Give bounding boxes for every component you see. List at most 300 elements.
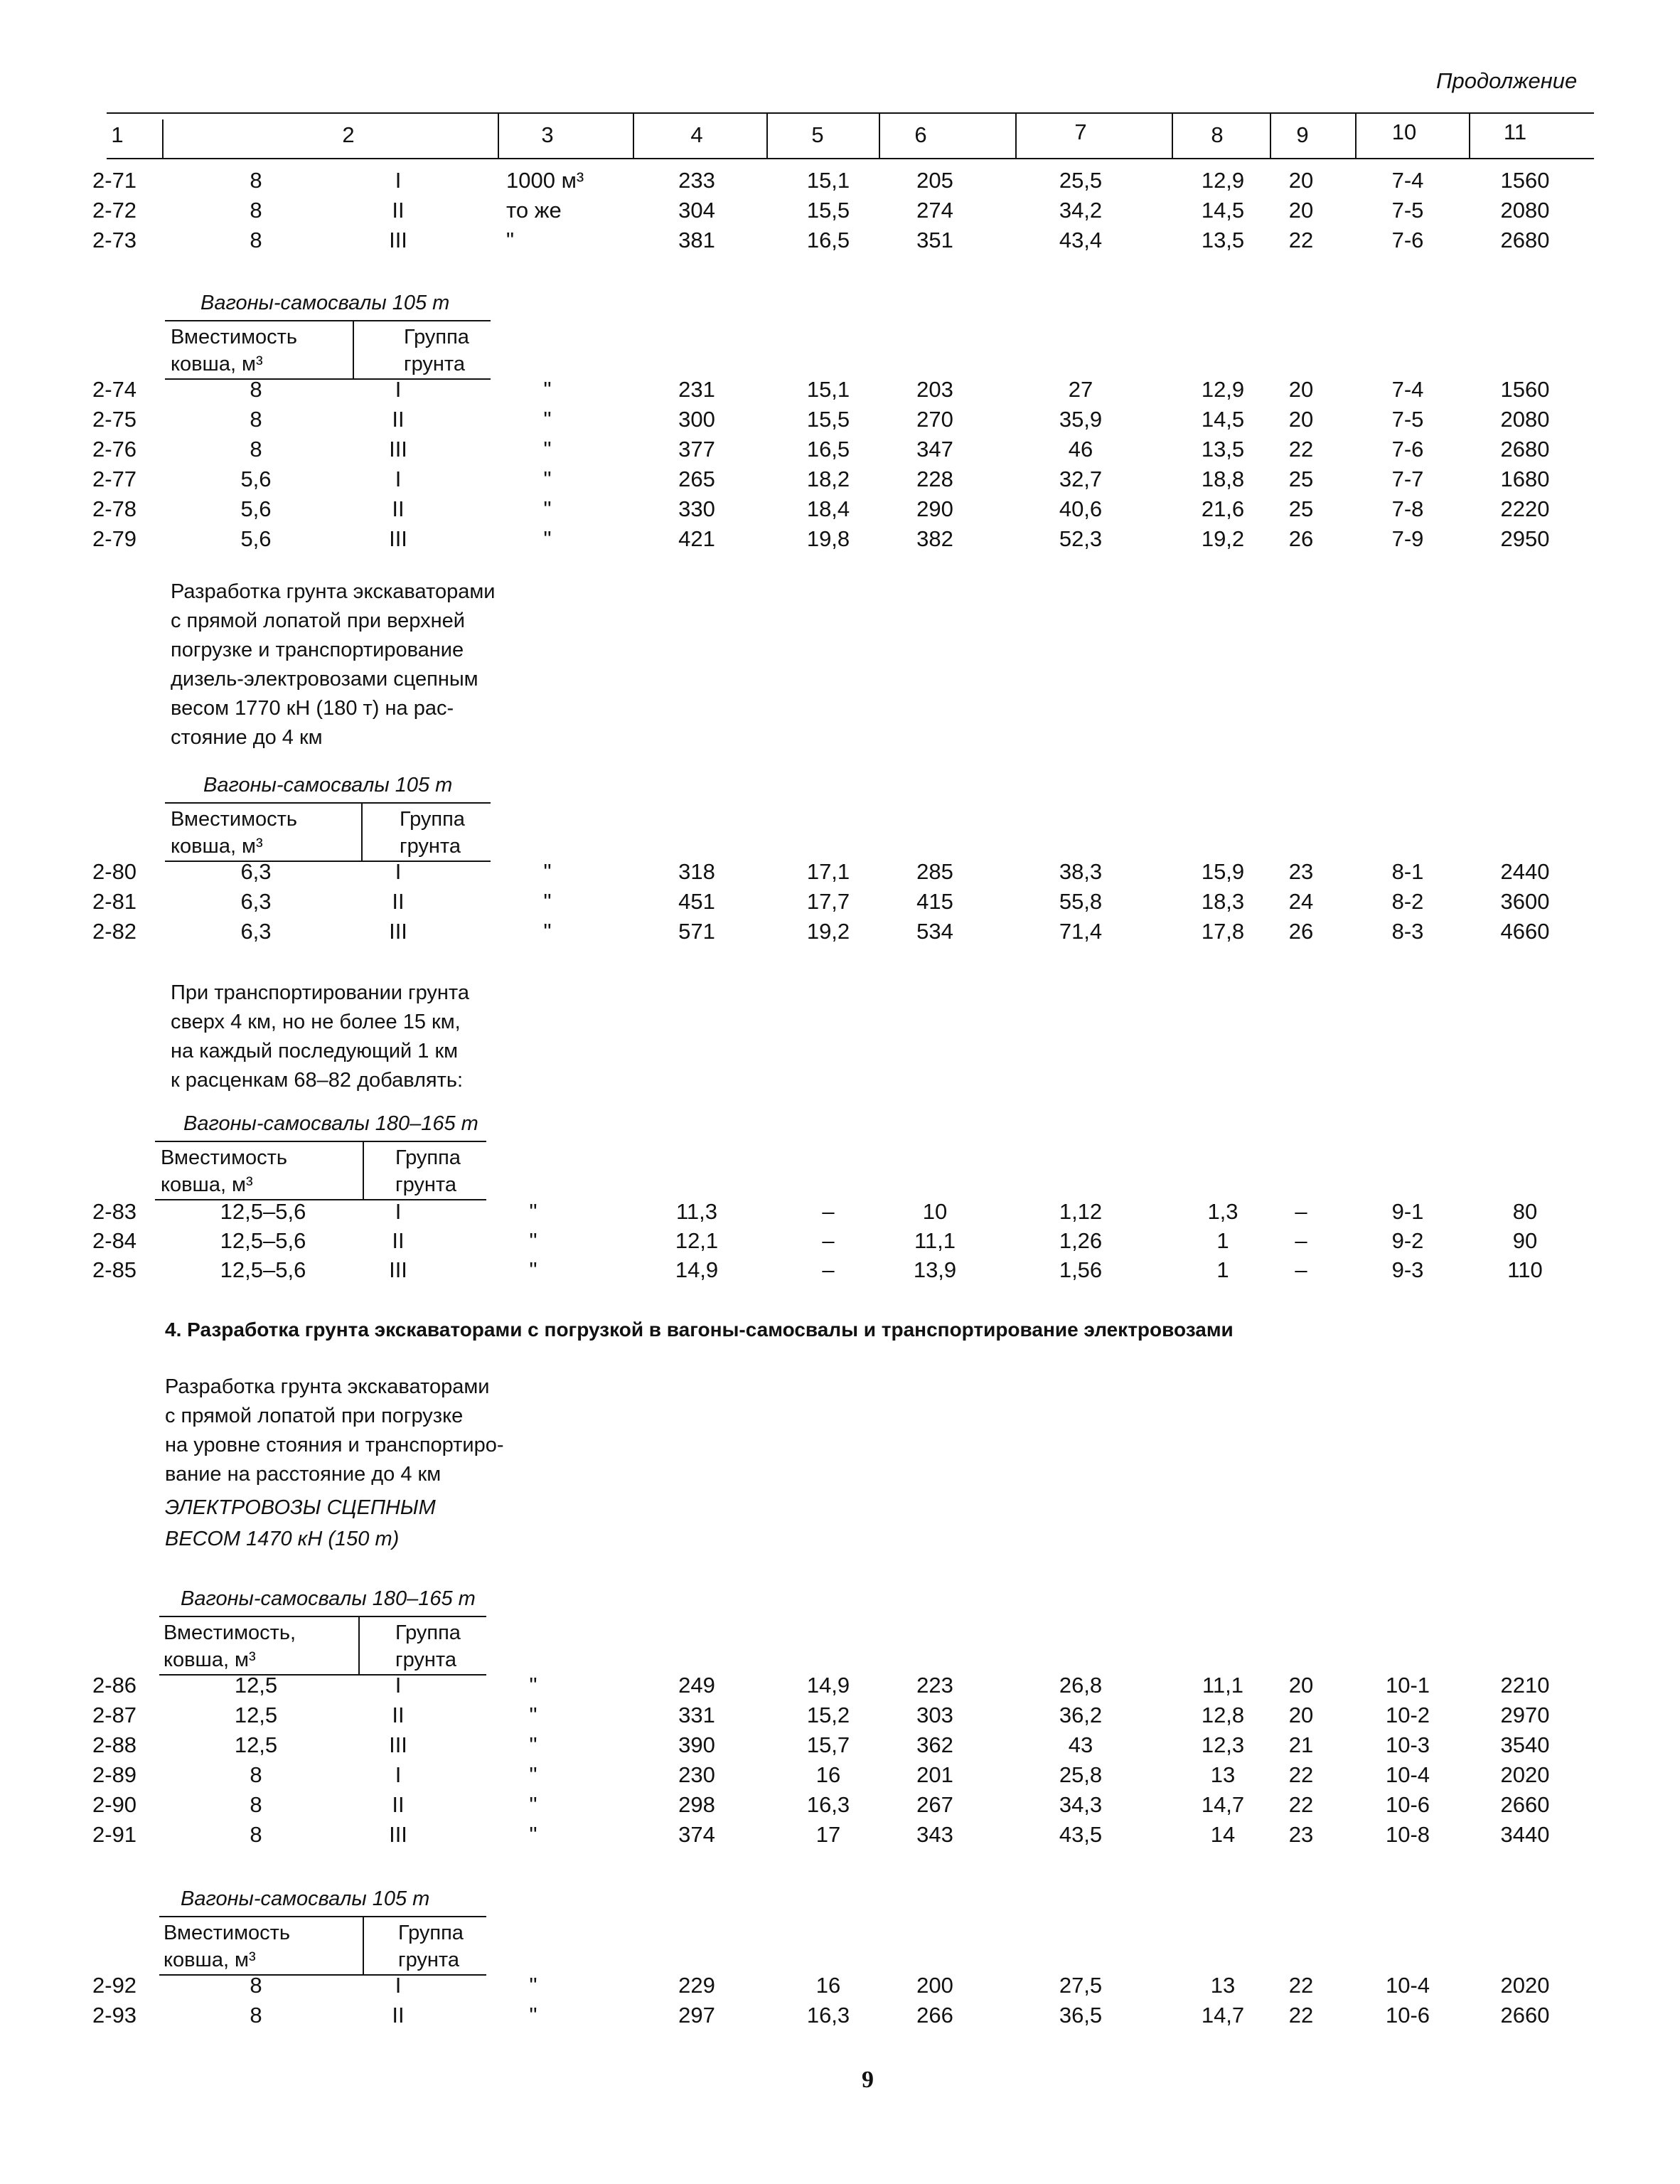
table-cell: 7-6: [1391, 228, 1424, 252]
col-header-3: 3: [541, 122, 554, 147]
table-cell: 15,2: [806, 1703, 850, 1727]
block-e-col-a-line1: Вместимость: [164, 1922, 291, 1944]
table-cell: 14,7: [1201, 2003, 1245, 2028]
table-cell: 14,9: [806, 1673, 850, 1698]
table-cell: 46: [1068, 437, 1093, 462]
row-code: 2-82: [92, 919, 137, 944]
table-cell: 374: [678, 1822, 715, 1847]
table-cell: 55,8: [1059, 889, 1103, 914]
table-cell: 1: [1216, 1228, 1229, 1253]
table-cell: 10-6: [1385, 1792, 1430, 1817]
block-b-col-b-line1: Группа: [400, 808, 465, 831]
block-a-subtitle: Вагоны-самосвалы 105 т: [200, 292, 450, 314]
table-cell: 7-4: [1391, 168, 1424, 193]
table-cell: 6,3: [240, 889, 272, 914]
table-cell: 8: [250, 1973, 262, 1998]
table-cell: 2660: [1500, 2003, 1550, 2028]
table-cell: 90: [1512, 1228, 1538, 1253]
table-cell: 300: [678, 407, 715, 432]
table-cell: 40,6: [1059, 496, 1103, 521]
paragraph-line: Разработка грунта экскаваторами: [165, 1375, 490, 1398]
table-cell: 23: [1288, 859, 1314, 884]
table-cell: 298: [678, 1792, 715, 1817]
row-code: 2-78: [92, 496, 137, 521]
block-b-col-b-line2: грунта: [400, 835, 461, 858]
section-title: 4. Разработка грунта экскаваторами с погрузкой в вагоны-самосвалы и транспортирование электровозами: [165, 1319, 1234, 1341]
table-cell: 7-7: [1391, 467, 1424, 491]
table-cell: III: [389, 1822, 407, 1847]
table-cell: II: [392, 407, 405, 432]
table-cell: 27,5: [1059, 1973, 1103, 1998]
table-cell: 22: [1288, 1762, 1314, 1787]
table-cell: 200: [916, 1973, 953, 1998]
table-cell: 233: [678, 168, 715, 193]
table-cell: 10-4: [1385, 1762, 1430, 1787]
table-cell: II: [392, 889, 405, 914]
table-cell: 8: [250, 228, 262, 252]
col-header-9: 9: [1296, 122, 1309, 147]
paragraph-line: вание на расстояние до 4 км: [165, 1463, 442, 1486]
paragraph-line: на уровне стояния и транспортиро-: [165, 1434, 504, 1456]
table-cell: –: [822, 1257, 835, 1282]
table-cell: 36,2: [1059, 1703, 1103, 1727]
table-cell: ": [543, 889, 552, 914]
table-cell: III: [389, 1257, 407, 1282]
paragraph-line: дизель-электровозами сцепным: [171, 668, 478, 691]
row-code: 2-71: [92, 168, 137, 193]
block-e-subtitle: Вагоны-самосвалы 105 т: [181, 1887, 430, 1910]
table-cell: 229: [678, 1973, 715, 1998]
table-cell: 71,4: [1059, 919, 1103, 944]
table-cell: 12,5: [234, 1732, 278, 1757]
table-cell: 34,2: [1059, 198, 1103, 223]
paragraph-line: стояние до 4 км: [171, 726, 323, 749]
block-c-subtitle: Вагоны-самосвалы 180–165 т: [183, 1112, 478, 1135]
table-cell: 13,5: [1201, 228, 1245, 252]
table-cell: 12,5: [234, 1703, 278, 1727]
block-d-col-b-line2: грунта: [395, 1648, 456, 1671]
paragraph-line: с прямой лопатой при верхней: [171, 609, 465, 632]
table-cell: 14,5: [1201, 407, 1245, 432]
table-cell: 16: [815, 1762, 841, 1787]
table-cell: 421: [678, 526, 715, 551]
block-b-col-a-line1: Вместимость: [171, 808, 298, 831]
table-cell: 25: [1288, 496, 1314, 521]
header-top-rule: [107, 112, 1594, 114]
table-cell: 25,5: [1059, 168, 1103, 193]
row-code: 2-93: [92, 2003, 137, 2028]
table-cell: 2440: [1500, 859, 1550, 884]
page-number: 9: [862, 2067, 874, 2093]
table-cell: 17,1: [806, 859, 850, 884]
table-cell: то же: [506, 198, 562, 223]
table-cell: 1000 м³: [506, 168, 584, 193]
table-cell: ": [529, 1822, 537, 1847]
table-cell: 11,1: [914, 1228, 956, 1253]
block-c-col-b-line1: Группа: [395, 1146, 461, 1169]
table-cell: 8: [250, 1762, 262, 1787]
table-cell: 205: [916, 168, 953, 193]
table-cell: ": [529, 1973, 537, 1998]
table-cell: 9-1: [1391, 1199, 1424, 1224]
table-cell: 12,8: [1201, 1703, 1245, 1727]
table-cell: 7-5: [1391, 198, 1424, 223]
table-cell: 22: [1288, 1973, 1314, 1998]
table-cell: 230: [678, 1762, 715, 1787]
row-code: 2-89: [92, 1762, 137, 1787]
table-cell: 2020: [1500, 1762, 1550, 1787]
table-cell: 12,5: [234, 1673, 278, 1698]
table-cell: 7-4: [1391, 377, 1424, 402]
table-cell: –: [822, 1228, 835, 1253]
block-a-col-a-line1: Вместимость: [171, 326, 298, 348]
col-header-7: 7: [1074, 119, 1087, 144]
table-cell: 22: [1288, 228, 1314, 252]
table-cell: 10-3: [1385, 1732, 1430, 1757]
table-cell: 347: [916, 437, 953, 462]
table-cell: 17,7: [806, 889, 850, 914]
table-cell: 2020: [1500, 1973, 1550, 1998]
table-cell: 26: [1288, 526, 1314, 551]
table-cell: 20: [1288, 1703, 1314, 1727]
table-cell: 19,2: [1201, 526, 1245, 551]
table-cell: ": [543, 526, 552, 551]
table-cell: 16: [815, 1973, 841, 1998]
table-cell: 203: [916, 377, 953, 402]
table-cell: I: [395, 467, 402, 491]
block-d-col-a-line2: ковша, м³: [164, 1648, 256, 1671]
row-code: 2-84: [92, 1228, 137, 1253]
row-code: 2-91: [92, 1822, 137, 1847]
block-b-col-a-line2: ковша, м³: [171, 835, 263, 858]
table-cell: 12,5–5,6: [220, 1257, 306, 1282]
table-cell: 21,6: [1201, 496, 1245, 521]
table-cell: ": [529, 1703, 537, 1727]
table-cell: 14,9: [675, 1257, 719, 1282]
table-cell: 18,4: [806, 496, 850, 521]
table-cell: 10-4: [1385, 1973, 1430, 1998]
table-cell: ": [529, 1732, 537, 1757]
table-cell: 110: [1507, 1257, 1543, 1282]
table-cell: 12,3: [1201, 1732, 1245, 1757]
row-code: 2-74: [92, 377, 137, 402]
table-cell: 304: [678, 198, 715, 223]
table-cell: 2220: [1500, 496, 1550, 521]
table-cell: 11,1: [1202, 1673, 1244, 1698]
table-cell: 22: [1288, 1792, 1314, 1817]
col-header-8: 8: [1211, 122, 1224, 147]
table-cell: 36,5: [1059, 2003, 1103, 2028]
table-cell: 3600: [1500, 889, 1550, 914]
table-cell: 2970: [1500, 1703, 1550, 1727]
col-header-4: 4: [690, 122, 703, 147]
table-cell: III: [389, 228, 407, 252]
block-c-col-b-line2: грунта: [395, 1173, 456, 1196]
table-cell: ": [543, 407, 552, 432]
row-code: 2-85: [92, 1257, 137, 1282]
table-cell: 17: [815, 1822, 841, 1847]
table-cell: 8: [250, 377, 262, 402]
table-cell: 1,12: [1059, 1199, 1103, 1224]
table-cell: 20: [1288, 198, 1314, 223]
paragraph-line: Разработка грунта экскаваторами: [171, 580, 496, 603]
paragraph-line: на каждый последующий 1 км: [171, 1040, 459, 1062]
table-cell: 343: [916, 1822, 953, 1847]
table-cell: 3540: [1500, 1732, 1550, 1757]
table-cell: III: [389, 526, 407, 551]
table-cell: 8: [250, 198, 262, 223]
table-cell: ": [543, 467, 552, 491]
table-cell: 8: [250, 168, 262, 193]
table-cell: 297: [678, 2003, 715, 2028]
table-cell: 3440: [1500, 1822, 1550, 1847]
table-cell: 12,9: [1201, 168, 1245, 193]
row-code: 2-87: [92, 1703, 137, 1727]
table-cell: II: [392, 1703, 405, 1727]
table-cell: ": [529, 1228, 537, 1253]
table-cell: 43: [1068, 1732, 1093, 1757]
table-cell: 9-2: [1391, 1228, 1424, 1253]
table-cell: 20: [1288, 407, 1314, 432]
table-cell: 7-6: [1391, 437, 1424, 462]
table-cell: 274: [916, 198, 953, 223]
table-cell: I: [395, 1199, 402, 1224]
table-cell: 10-6: [1385, 2003, 1430, 2028]
table-cell: I: [395, 168, 402, 193]
table-cell: 21: [1288, 1732, 1314, 1757]
table-cell: ": [529, 1762, 537, 1787]
table-cell: I: [395, 377, 402, 402]
table-cell: II: [392, 198, 405, 223]
table-cell: 2950: [1500, 526, 1550, 551]
block-e-col-b-line2: грунта: [398, 1949, 459, 1971]
block-e-col-a-line2: ковша, м³: [164, 1949, 256, 1971]
paragraph-line: с прямой лопатой при погрузке: [165, 1405, 464, 1427]
table-cell: 20: [1288, 377, 1314, 402]
table-cell: 16,3: [806, 1792, 850, 1817]
block-d-col-b-line1: Группа: [395, 1621, 461, 1644]
row-code: 2-72: [92, 198, 137, 223]
table-cell: 267: [916, 1792, 953, 1817]
table-cell: –: [822, 1199, 835, 1224]
table-cell: 2680: [1500, 437, 1550, 462]
col-header-6: 6: [914, 122, 927, 147]
table-cell: II: [392, 2003, 405, 2028]
table-cell: 1,3: [1207, 1199, 1238, 1224]
block-a-col-b-line2: грунта: [404, 353, 465, 375]
block-a-col-a-line2: ковша, м³: [171, 353, 263, 375]
table-cell: 1,26: [1059, 1228, 1103, 1253]
paragraph-line: к расценкам 68–82 добавлять:: [171, 1069, 464, 1092]
table-cell: ": [529, 1257, 537, 1282]
table-cell: ": [529, 1199, 537, 1224]
table-cell: III: [389, 437, 407, 462]
table-cell: 16,3: [806, 2003, 850, 2028]
table-cell: 13: [1210, 1762, 1236, 1787]
table-cell: 8-1: [1391, 859, 1424, 884]
continuation-label: Продолжение: [1436, 68, 1578, 93]
row-code: 2-76: [92, 437, 137, 462]
table-cell: 249: [678, 1673, 715, 1698]
table-cell: ": [506, 228, 515, 252]
table-cell: 15,5: [806, 407, 850, 432]
table-cell: 1: [1216, 1257, 1229, 1282]
table-cell: 14,5: [1201, 198, 1245, 223]
table-cell: 18,2: [806, 467, 850, 491]
table-cell: ": [543, 496, 552, 521]
table-cell: 8-3: [1391, 919, 1424, 944]
block-a-col-b-line1: Группа: [404, 326, 469, 348]
table-cell: 331: [678, 1703, 715, 1727]
table-cell: 19,8: [806, 526, 850, 551]
table-cell: 2680: [1500, 228, 1550, 252]
table-cell: 362: [916, 1732, 953, 1757]
table-cell: 15,5: [806, 198, 850, 223]
table-cell: 2080: [1500, 198, 1550, 223]
table-cell: 32,7: [1059, 467, 1103, 491]
table-cell: 5,6: [240, 496, 272, 521]
row-code: 2-75: [92, 407, 137, 432]
table-cell: ": [529, 2003, 537, 2028]
table-cell: 9-3: [1391, 1257, 1424, 1282]
table-cell: 1560: [1500, 377, 1550, 402]
row-code: 2-81: [92, 889, 137, 914]
table-cell: 330: [678, 496, 715, 521]
table-cell: 15,9: [1201, 859, 1245, 884]
table-cell: 2660: [1500, 1792, 1550, 1817]
table-cell: 18,8: [1201, 467, 1245, 491]
table-cell: 2080: [1500, 407, 1550, 432]
table-cell: 13,5: [1201, 437, 1245, 462]
table-cell: 25: [1288, 467, 1314, 491]
table-cell: 14,7: [1201, 1792, 1245, 1817]
table-cell: 22: [1288, 437, 1314, 462]
table-cell: 231: [678, 377, 715, 402]
table-cell: 38,3: [1059, 859, 1103, 884]
table-cell: 13,9: [913, 1257, 957, 1282]
row-code: 2-83: [92, 1199, 137, 1224]
table-cell: 10-1: [1385, 1673, 1430, 1698]
table-cell: 35,9: [1059, 407, 1103, 432]
table-cell: 8: [250, 437, 262, 462]
row-code: 2-79: [92, 526, 137, 551]
table-cell: 7-9: [1391, 526, 1424, 551]
table-cell: 228: [916, 467, 953, 491]
header-bottom-rule: [107, 158, 1594, 159]
table-cell: 24: [1288, 889, 1314, 914]
table-cell: 223: [916, 1673, 953, 1698]
table-cell: 8: [250, 407, 262, 432]
table-cell: 17,8: [1201, 919, 1245, 944]
table-cell: 27: [1068, 377, 1093, 402]
paragraph-line: ЭЛЕКТРОВОЗЫ СЦЕПНЫМ: [165, 1496, 436, 1519]
table-cell: 303: [916, 1703, 953, 1727]
table-cell: 351: [916, 228, 953, 252]
table-cell: 1560: [1500, 168, 1550, 193]
table-cell: ": [543, 377, 552, 402]
table-cell: 290: [916, 496, 953, 521]
table-cell: 7-8: [1391, 496, 1424, 521]
table-cell: 13: [1210, 1973, 1236, 1998]
table-cell: 6,3: [240, 919, 272, 944]
table-cell: 11,3: [675, 1199, 718, 1224]
row-code: 2-90: [92, 1792, 137, 1817]
paragraph-line: При транспортировании грунта: [171, 981, 470, 1004]
table-cell: 1680: [1500, 467, 1550, 491]
table-cell: 8: [250, 2003, 262, 2028]
table-cell: –: [1295, 1228, 1307, 1253]
table-cell: 10: [922, 1199, 948, 1224]
block-d-col-a-line1: Вместимость,: [164, 1621, 296, 1644]
table-cell: 270: [916, 407, 953, 432]
table-cell: III: [389, 1732, 407, 1757]
table-cell: 265: [678, 467, 715, 491]
table-cell: 8-2: [1391, 889, 1424, 914]
table-cell: ": [543, 919, 552, 944]
table-cell: 1,56: [1059, 1257, 1103, 1282]
table-cell: 34,3: [1059, 1792, 1103, 1817]
table-cell: III: [389, 919, 407, 944]
table-cell: 415: [916, 889, 953, 914]
table-cell: 5,6: [240, 526, 272, 551]
block-b-subtitle: Вагоны-самосвалы 105 т: [203, 774, 453, 797]
col-header-1: 1: [111, 122, 124, 147]
table-cell: 22: [1288, 2003, 1314, 2028]
table-cell: 15,1: [806, 168, 850, 193]
row-code: 2-77: [92, 467, 137, 491]
table-cell: ": [529, 1792, 537, 1817]
table-cell: 52,3: [1059, 526, 1103, 551]
table-cell: 26: [1288, 919, 1314, 944]
table-cell: I: [395, 1973, 402, 1998]
table-cell: 15,1: [806, 377, 850, 402]
table-cell: –: [1295, 1257, 1307, 1282]
table-cell: 2210: [1500, 1673, 1550, 1698]
table-cell: 571: [678, 919, 715, 944]
table-cell: 8: [250, 1822, 262, 1847]
table-cell: 382: [916, 526, 953, 551]
table-cell: –: [1295, 1199, 1307, 1224]
table-cell: 8: [250, 1792, 262, 1817]
table-cell: 23: [1288, 1822, 1314, 1847]
col-header-10: 10: [1391, 119, 1417, 144]
table-cell: 7-5: [1391, 407, 1424, 432]
table-cell: 534: [916, 919, 953, 944]
table-cell: 285: [916, 859, 953, 884]
table-cell: 451: [678, 889, 715, 914]
table-cell: II: [392, 496, 405, 521]
table-cell: ": [529, 1673, 537, 1698]
paragraph-line: сверх 4 км, но не более 15 км,: [171, 1011, 461, 1033]
col-header-5: 5: [811, 122, 824, 147]
row-code: 2-88: [92, 1732, 137, 1757]
table-cell: 25,8: [1059, 1762, 1103, 1787]
table-cell: 80: [1512, 1199, 1538, 1224]
table-cell: ": [543, 859, 552, 884]
table-cell: 16,5: [806, 437, 850, 462]
table-cell: 16,5: [806, 228, 850, 252]
table-cell: 6,3: [240, 859, 272, 884]
row-code: 2-92: [92, 1973, 137, 1998]
table-cell: 43,4: [1059, 228, 1103, 252]
table-cell: 381: [678, 228, 715, 252]
table-cell: 377: [678, 437, 715, 462]
col-header-11: 11: [1503, 119, 1527, 144]
table-cell: 10-8: [1385, 1822, 1430, 1847]
table-cell: I: [395, 859, 402, 884]
block-e-col-b-line1: Группа: [398, 1922, 464, 1944]
table-cell: 10-2: [1385, 1703, 1430, 1727]
